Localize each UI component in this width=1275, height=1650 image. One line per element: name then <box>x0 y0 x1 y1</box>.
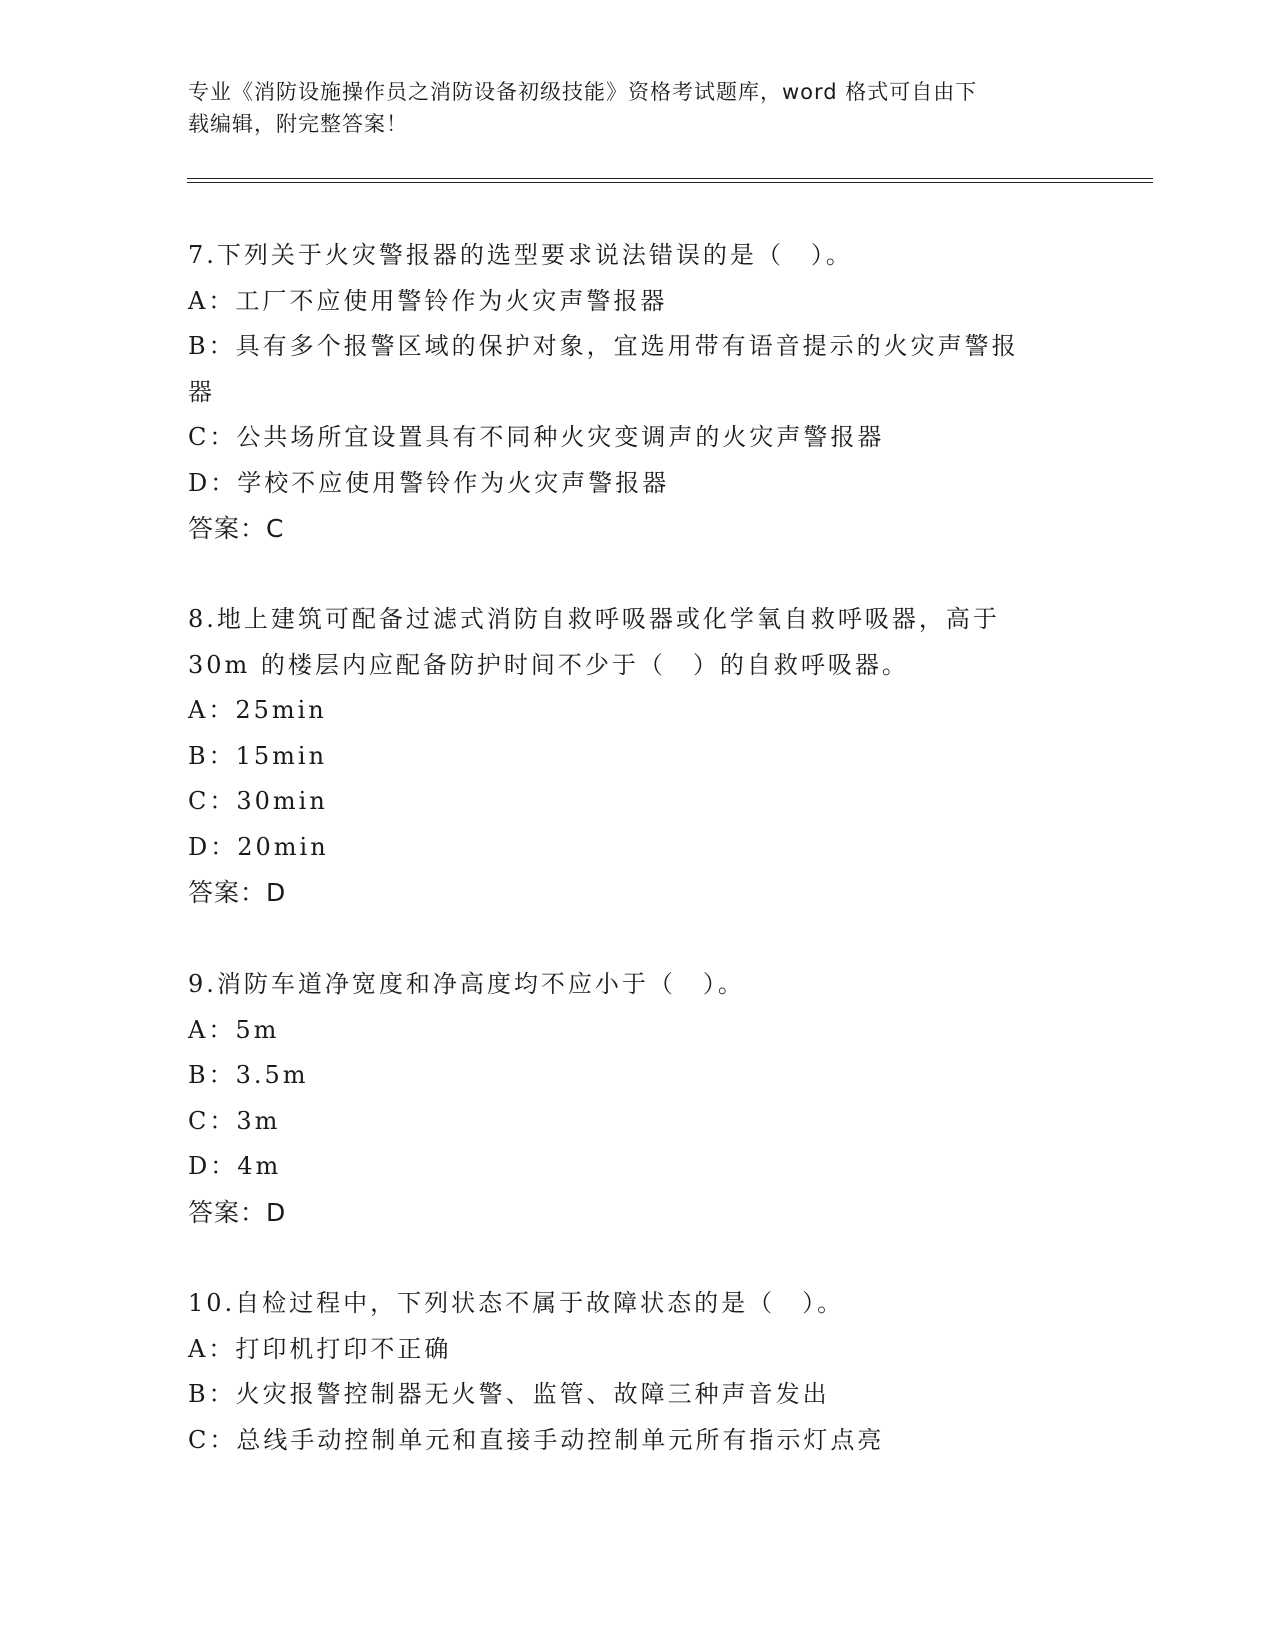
option-d: D：4m <box>188 1152 282 1180</box>
question-10 <box>188 1281 1088 1463</box>
option-c: C：3m <box>188 1106 281 1135</box>
header-line-1: 专业《消防设施操作员之消防设备初级技能》资格考试题库，word 格式可自由下 <box>188 80 978 104</box>
option-a: A：5m <box>188 1015 280 1044</box>
option-c: C：总线手动控制单元和直接手动控制单元所有指示灯点亮 <box>188 1425 885 1454</box>
header-divider-top <box>187 178 1153 179</box>
option-c: C：公共场所宜设置具有不同种火灾变调声的火灾声警报器 <box>188 423 885 451</box>
answer-label: 答案：D <box>188 878 287 907</box>
answer-label: 答案：C <box>188 514 285 543</box>
question-stem: 10.自检过程中，下列状态不属于故障状态的是（ ）。 <box>188 1289 845 1317</box>
option-d: D：学校不应使用警铃作为火灾声警报器 <box>188 468 670 497</box>
option-a: A：工厂不应使用警铃作为火灾声警报器 <box>188 286 668 315</box>
option-b: B：具有多个报警区域的保护对象，宜选用带有语音提示的火灾声警报 <box>188 332 1019 360</box>
header-line-2: 载编辑，附完整答案！ <box>188 112 408 136</box>
option-b: B：3.5m <box>188 1061 309 1089</box>
question-stem: 9.消防车道净宽度和净高度均不应小于（ ）。 <box>188 970 745 998</box>
option-b: B：火灾报警控制器无火警、监管、故障三种声音发出 <box>188 1380 830 1408</box>
option-c: C：30min <box>188 787 328 815</box>
document-header <box>188 76 1068 140</box>
question-8 <box>188 597 1088 916</box>
question-stem: 7.下列关于火灾警报器的选型要求说法错误的是（ ）。 <box>188 241 853 269</box>
option-b: B：15min <box>188 741 328 770</box>
question-7 <box>188 233 1088 552</box>
option-b-continued: 器 <box>188 377 215 406</box>
question-9 <box>188 962 1088 1235</box>
answer-label: 答案：D <box>188 1197 287 1227</box>
option-d: D：20min <box>188 832 329 861</box>
question-stem: 8.地上建筑可配备过滤式消防自救呼吸器或化学氧自救呼吸器，高于 <box>188 605 1000 633</box>
question-stem-continued: 30m 的楼层内应配备防护时间不少于（ ）的自救呼吸器。 <box>188 650 909 679</box>
option-a: A：打印机打印不正确 <box>188 1334 452 1363</box>
header-divider-bottom <box>187 182 1153 183</box>
option-a: A：25min <box>188 696 327 724</box>
